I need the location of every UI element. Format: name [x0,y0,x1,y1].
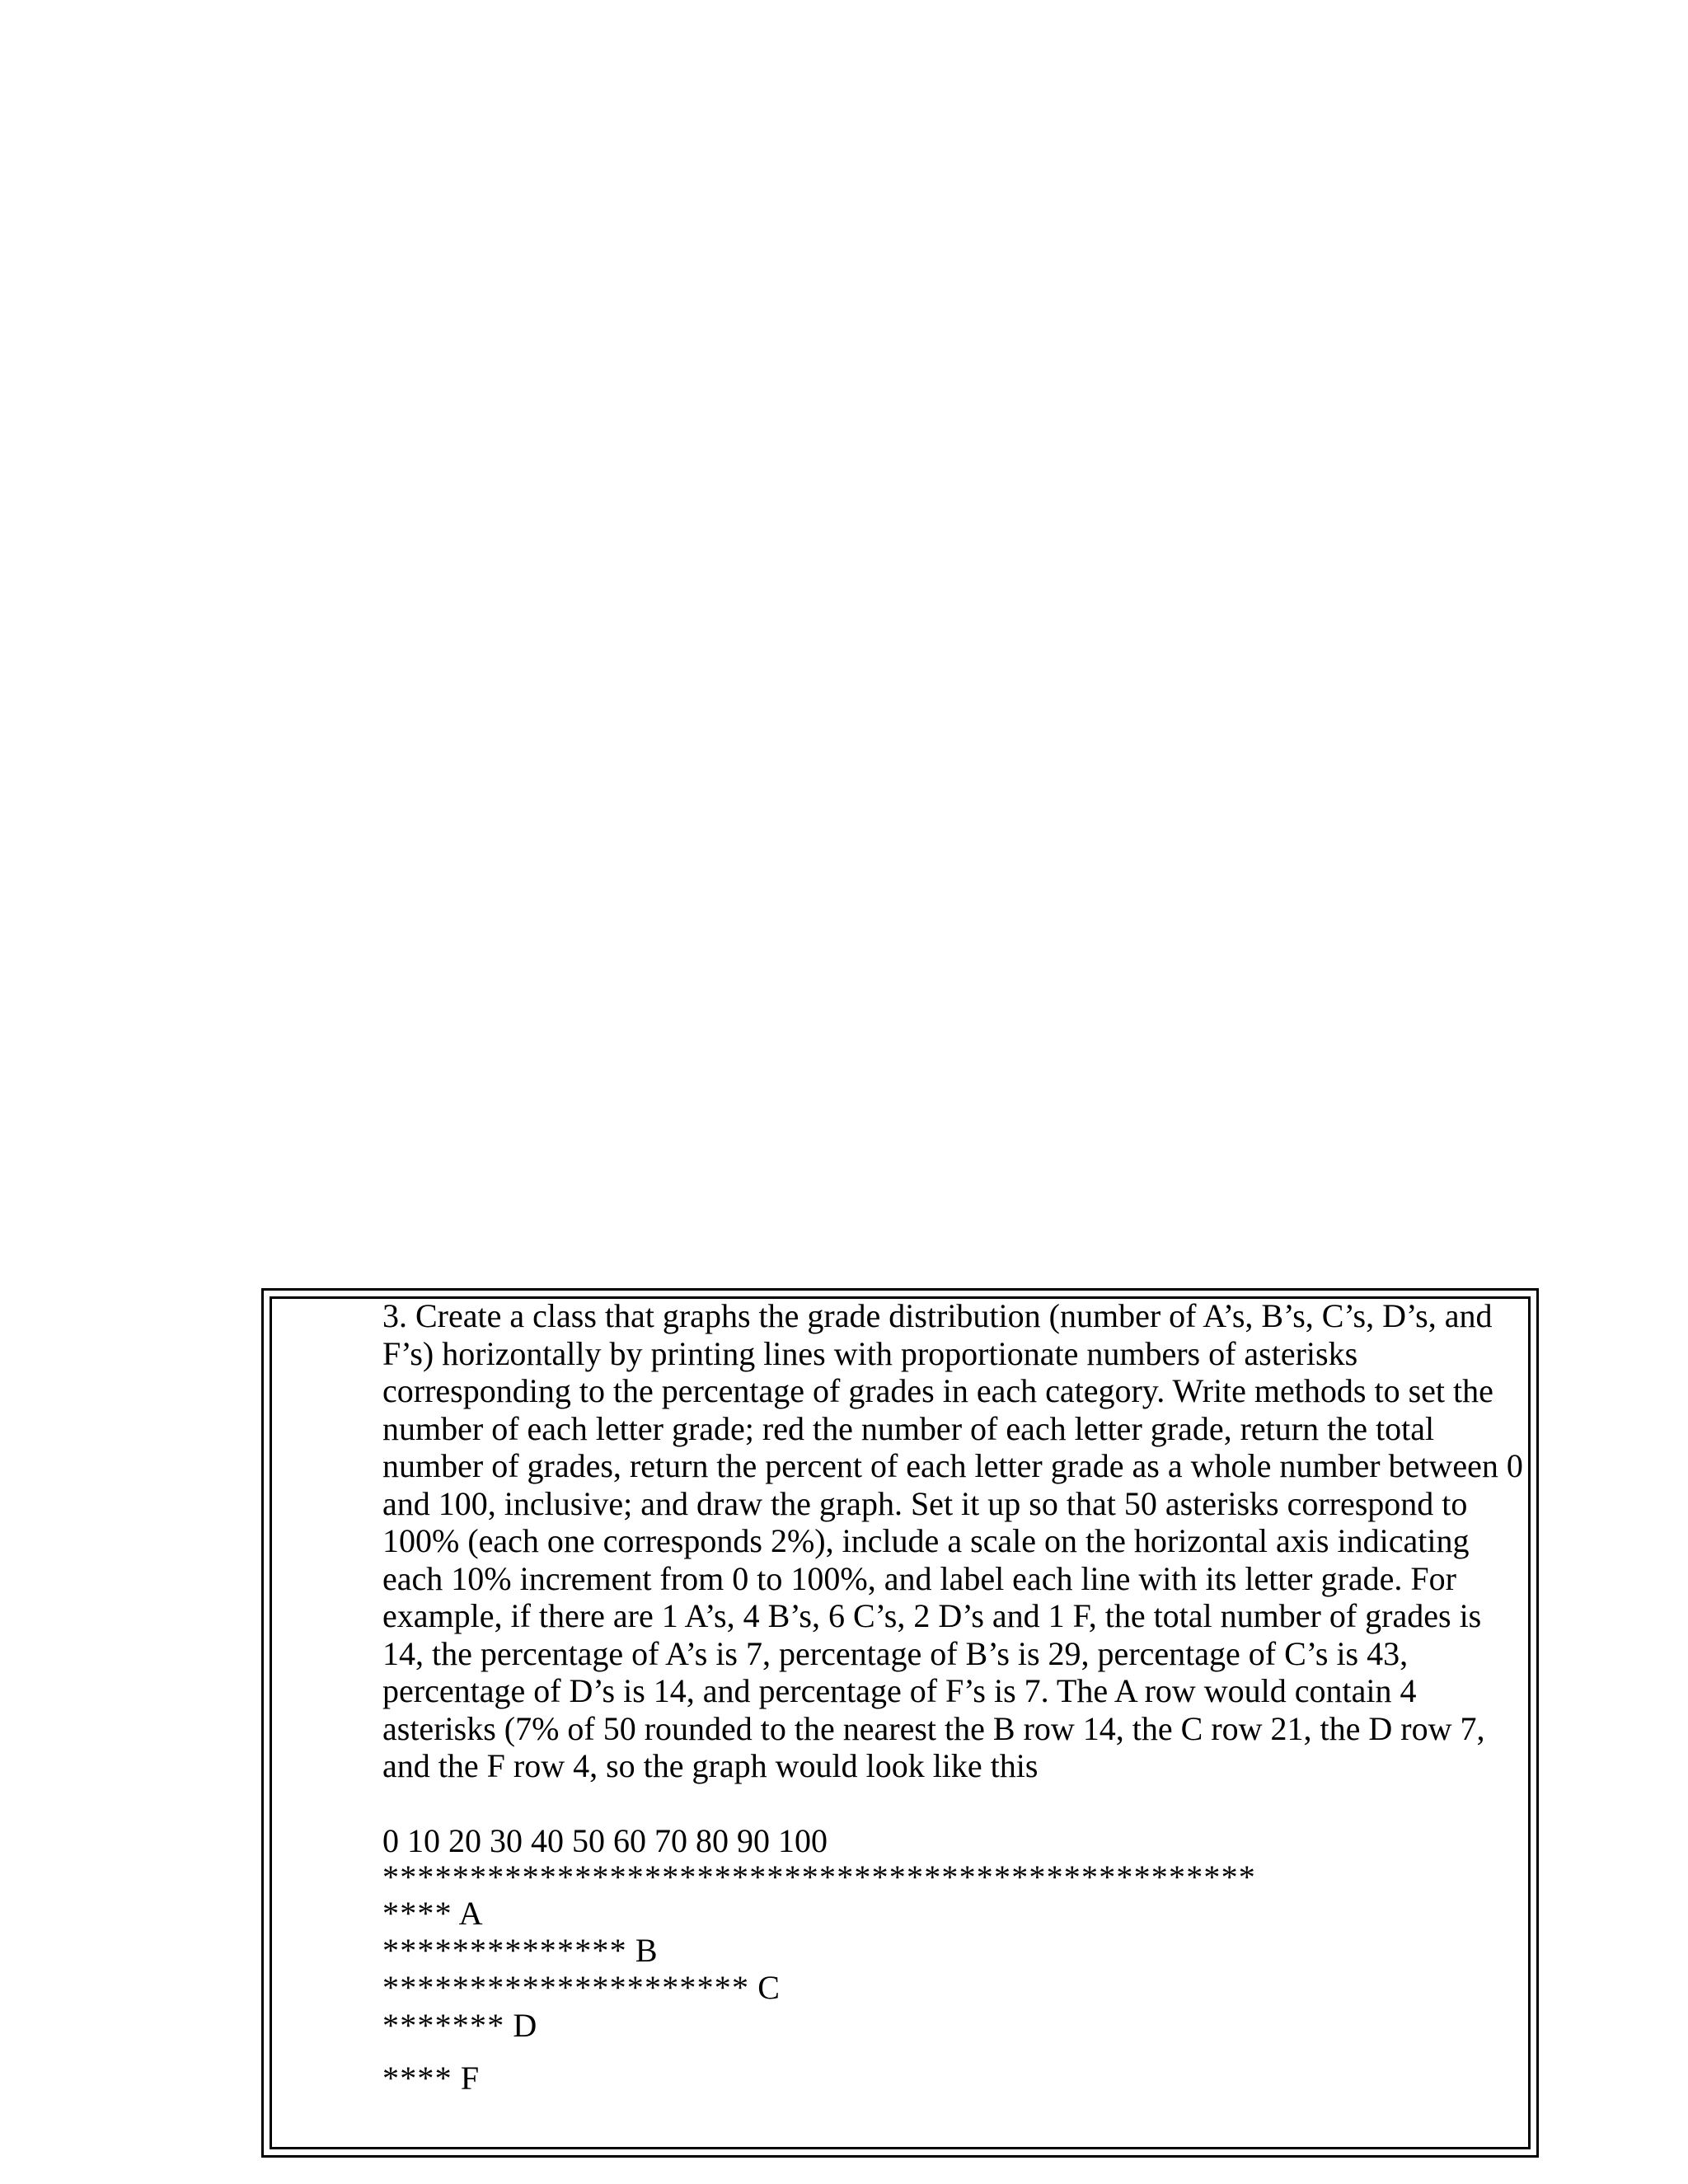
row-label: F [460,2060,480,2097]
problem-line: 14, the percentage of A’s is 7, percentage of B’s is 29, percentage of C’s is 43, [382,1634,1409,1672]
problem-line: number of each letter grade; red the number of each letter grade, return the total [382,1409,1435,1447]
problem-line: example, if there are 1 A’s, 4 B’s, 6 C’s, 2 D’s and 1 F, the total number of grades is [382,1597,1482,1634]
graph-row-a [382,1896,483,1932]
problem-line: number of grades, return the percent of each letter grade as a whole number between 0 [382,1447,1523,1484]
problem-line: and 100, inclusive; and draw the graph. Set it up so that 50 asterisks correspond to [382,1484,1468,1522]
row-stars: ************** [382,1932,627,1969]
row-label: C [757,1969,780,2006]
problem-line: corresponding to the percentage of grades in each category. Write methods to set the [382,1372,1493,1409]
problem-line: asterisks (7% of 50 rounded to the nearest the B row 14, the C row 21, the D row 7, [382,1709,1485,1747]
problem-line: 100% (each one corresponds 2%), include a scale on the horizontal axis indicating [382,1522,1470,1559]
graph-row-f [382,2060,479,2097]
row-stars: ******* [382,2007,505,2044]
graph-scale: 0 10 20 30 40 50 60 70 80 90 100 [382,1822,828,1859]
graph-row-c [382,1970,780,2006]
problem-line: and the F row 4, so the graph would look like this [382,1747,1039,1784]
row-stars: ********************* [382,1969,750,2006]
problem-line: F’s) horizontally by printing lines with proportionate numbers of asterisks [382,1334,1358,1372]
graph-row-d [382,2008,537,2044]
row-label: B [635,1932,658,1969]
problem-line: 3. Create a class that graphs the grade distribution (number of A’s, B’s, C’s, D’s, and [382,1297,1493,1334]
row-stars: **** [382,1895,452,1932]
graph-axis-stars: ************************************************** [382,1858,1256,1896]
row-label: A [458,1895,483,1932]
row-stars: **** [382,2060,452,2097]
row-label: D [513,2007,537,2044]
problem-line: percentage of D’s is 14, and percentage of F’s is 7. The A row would contain 4 [382,1672,1417,1709]
problem-line: each 10% increment from 0 to 100%, and label each line with its letter grade. For [382,1559,1456,1597]
graph-row-b [382,1933,658,1969]
problem-text [382,1297,1532,1785]
